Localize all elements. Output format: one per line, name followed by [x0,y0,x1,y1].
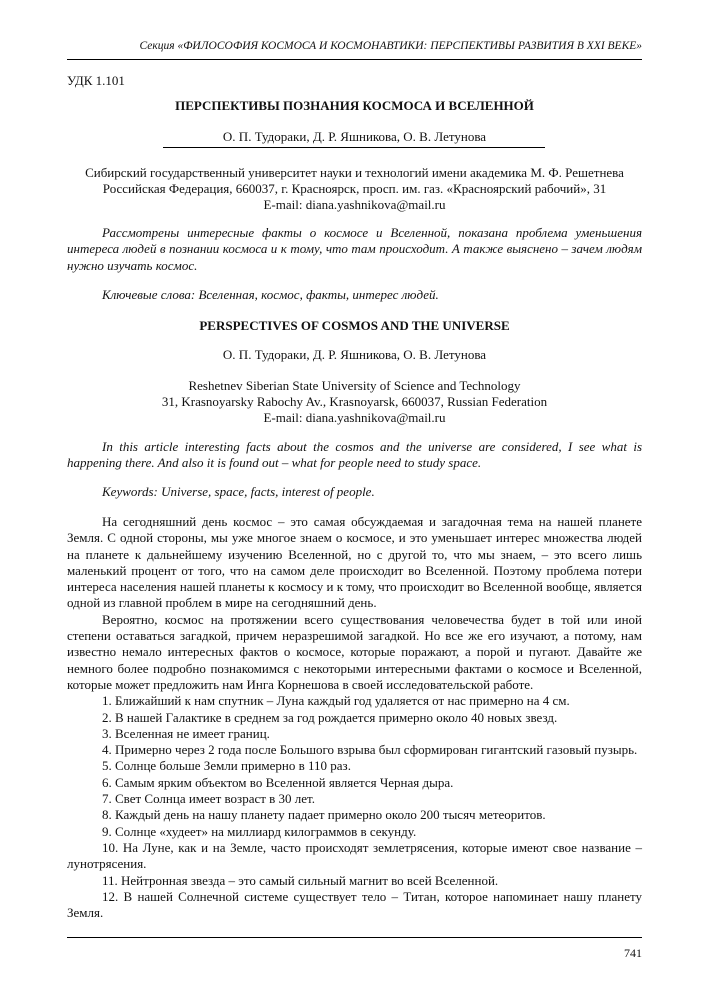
ru-authors: О. П. Тудораки, Д. Р. Яшникова, О. В. Летунова [222,129,487,144]
ru-keywords: Ключевые слова: Вселенная, космос, факты, интерес людей. [102,287,439,302]
fact-item: 1. Ближайший к нам спутник – Луна каждый год удаляется от нас примерно на 4 см. [102,693,570,709]
fact-item: 12. В нашей Солнечной системе существует тело – Титан, которое напоминает нашу планету Земля. [67,888,642,921]
ru-affiliation-line: Сибирский государственный университет науки и технологий имени академика М. Ф. Решетнева [85,165,624,180]
en-keywords: Keywords: Universe, space, facts, interest of people. [102,484,375,499]
ru-affiliation [67,165,642,213]
authors-underline [163,147,545,148]
running-header: Секция «ФИЛОСОФИЯ КОСМОСА И КОСМОНАВТИКИ: ПЕРСПЕКТИВЫ РАЗВИТИЯ В XXI ВЕКЕ» [139,40,642,52]
ru-email: E-mail: diana.yashnikova@mail.ru [263,197,446,212]
en-affiliation [67,378,642,426]
fact-item: 11. Нейтронная звезда – это самый сильный магнит во всей Вселенной. [102,872,499,888]
en-abstract: In this article interesting facts about the cosmos and the universe are considered, I see what is happening there. And also it is found out – what for people need to study space. [67,439,642,471]
ru-abstract: Рассмотрены интересные факты о космосе и Вселенной, показана проблема уменьшения интереса людей в познании космоса и к тому, что там происходит. А также выяснено – зачем людям нужно изучать космос. [67,225,642,273]
en-title: PERSPECTIVES OF COSMOS AND THE UNIVERSE [199,318,510,333]
fact-item: 6. Самым ярким объектом во Вселенной является Черная дыра. [102,774,454,790]
en-affiliation-line: Reshetnev Siberian State University of Science and Technology [188,378,521,393]
fact-item: 7. Свет Солнца имеет возраст в 30 лет. [102,791,316,807]
udk-code: УДК 1.101 [67,73,125,88]
fact-item: 4. Примерно через 2 года после Большого взрыва был сформирован гигантский газовый пузырь. [102,742,638,758]
fact-item: 3. Вселенная не имеет границ. [102,725,270,741]
body-paragraph: Вероятно, космос на протяжении всего существования человечества будет в той или иной степени оставаться загадкой, причем неразрешимой загадкой. Но все же его изучают, а потому, нам известно немало интересных фактов о космосе, которые поражают, а порой и пугают. Давайте же немного более подробно познакомимся с некоторыми интересными фактами о космосе и Вселенной, которые может предложить нам Инга Корнешова в своей исследовательской работе. [67,611,642,692]
article-body [67,514,642,921]
fact-item: 2. В нашей Галактике в среднем за год рождается примерно около 40 новых звезд. [102,709,558,725]
fact-item: 9. Солнце «худеет» на миллиард килограммов в секунду. [102,823,417,839]
en-affiliation-line: 31, Krasnoyarsky Rabochy Av., Krasnoyarsk, 660037, Russian Federation [161,394,548,409]
header-divider [67,59,642,60]
fact-item: 8. Каждый день на нашу планету падает примерно около 200 тысяч метеоритов. [102,807,546,823]
ru-title: ПЕРСПЕКТИВЫ ПОЗНАНИЯ КОСМОСА И ВСЕЛЕННОЙ [175,98,534,113]
en-authors: О. П. Тудораки, Д. Р. Яшникова, О. В. Летунова [222,347,487,362]
ru-affiliation-line: Российская Федерация, 660037, г. Красноярск, просп. им. газ. «Красноярский рабочий», 31 [102,181,607,196]
footer-divider [67,937,642,938]
fact-item: 5. Солнце больше Земли примерно в 110 раз. [102,758,351,774]
page-number: 741 [624,946,642,960]
body-paragraph: На сегодняшний день космос – это самая обсуждаемая и загадочная тема на нашей планете Земля. С одной стороны, мы уже многое знаем о космосе, и это уменьшает интерес множества людей на планете к дальнейшему изучению Вселенной, но с другой то, что мы знаем, – это всего лишь маленький процент от того, что на самом деле происходит во Вселенной. Поэтому проблема потери интереса населения нашей планеты к космосу и к тому, что происходит во Вселенной вообще, является одной из главной проблем в мире на сегодняшний день. [67,514,642,611]
fact-item: 10. На Луне, как и на Земле, часто происходят землетрясения, которые имеют свое название – лунотрясения. [67,839,642,872]
en-email: E-mail: diana.yashnikova@mail.ru [263,410,446,425]
